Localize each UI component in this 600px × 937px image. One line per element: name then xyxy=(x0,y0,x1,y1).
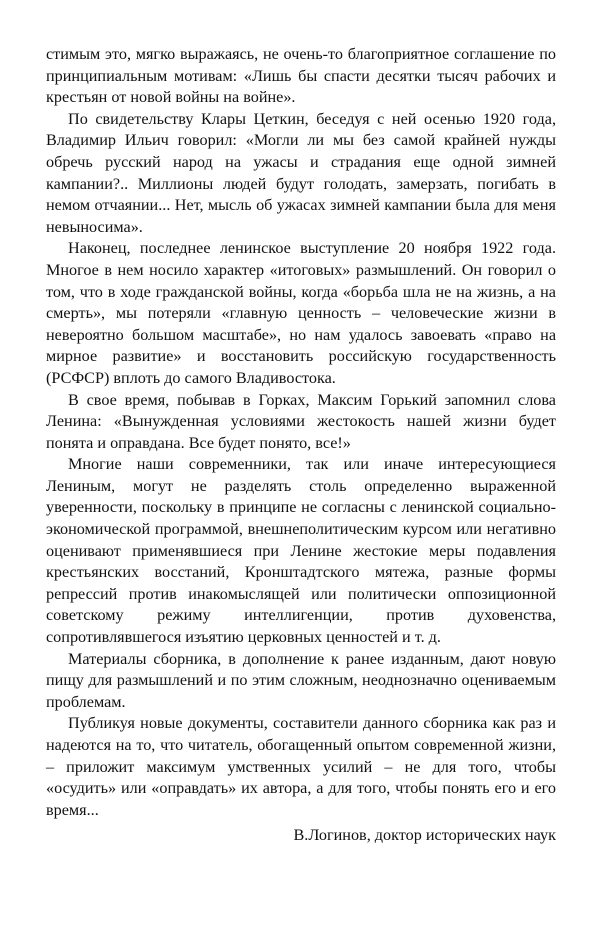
paragraph-publishing-intent: Публикуя новые документы, составители данного сборника как раз и надеются на то, что читатель, обогащенный опытом современной жизни, – приложит максимум умственных усилий – не для того, чтобы «осудить» или «оправдать» их автора, а для того, чтобы понять его и его время... xyxy=(46,714,556,819)
paragraph-contemporaries: Многие наши современники, так или иначе интересующиеся Лениным, могут не разделять столь определенно выраженной уверенности, поскольку в принципе не согласны с ленинской социально-экономической программой, внешнеполитическим курсом или негативно оценивают применявшиеся при Ленине жестокие меры подавления крестьянских восстаний, Кронштадтского мятежа, разные формы репрессий против инакомыслящей или политически оппозиционной советскому режиму интеллигенции, против духовенства, сопротивлявшегося изъятию церковных ценностей и т. д. xyxy=(46,455,556,647)
document-page xyxy=(46,44,556,847)
paragraph-collection-materials: Материалы сборника, в дополнение к ранее изданным, дают новую пищу для размышлений и по этим сложным, неоднозначно оцениваемым проблемам. xyxy=(46,649,556,711)
paragraph-zetkin-quote: По свидетельству Клары Цеткин, беседуя с ней осенью 1920 года, Владимир Ильич говорил: «Могли ли мы без самой крайней нужды обречь русский народ на ужасы и страдания еще одной зимней кампании?.. Миллионы людей будут голодать, замерзать, погибать в немом отчаянии... Нет, мысль об ужасах зимней кампании была для меня невыносима». xyxy=(46,109,556,236)
paragraph-gorky: В свое время, побывав в Горках, Максим Горький запомнил слова Ленина: «Вынужденная условиями жестокость нашей жизни будет понята и оправдана. Все будет понято, все!» xyxy=(46,390,556,452)
author-signature: В.Логинов, доктор исторических наук xyxy=(293,826,556,845)
paragraph-last-speech: Наконец, последнее ленинское выступление 20 ноября 1922 года. Многое в нем носило характер «итоговых» размышлений. Он говорил о том, что в ходе гражданской войны, когда «борьба шла не на жизнь, а на смерть», мы потеряли «главную ценность – человеческие жизни в невероятно большом масштабе», но нам удалось завоевать «право на мирное развитие» и восстановить российскую государственность (РСФСР) вплоть до самого Владивостока. xyxy=(46,239,556,387)
paragraph-continuation: стимым это, мягко выражаясь, не очень-то благоприятное соглашение по принципиальным мотивам: «Лишь бы спасти десятки тысяч рабочих и крестьян от новой войны на войне». xyxy=(46,45,556,107)
